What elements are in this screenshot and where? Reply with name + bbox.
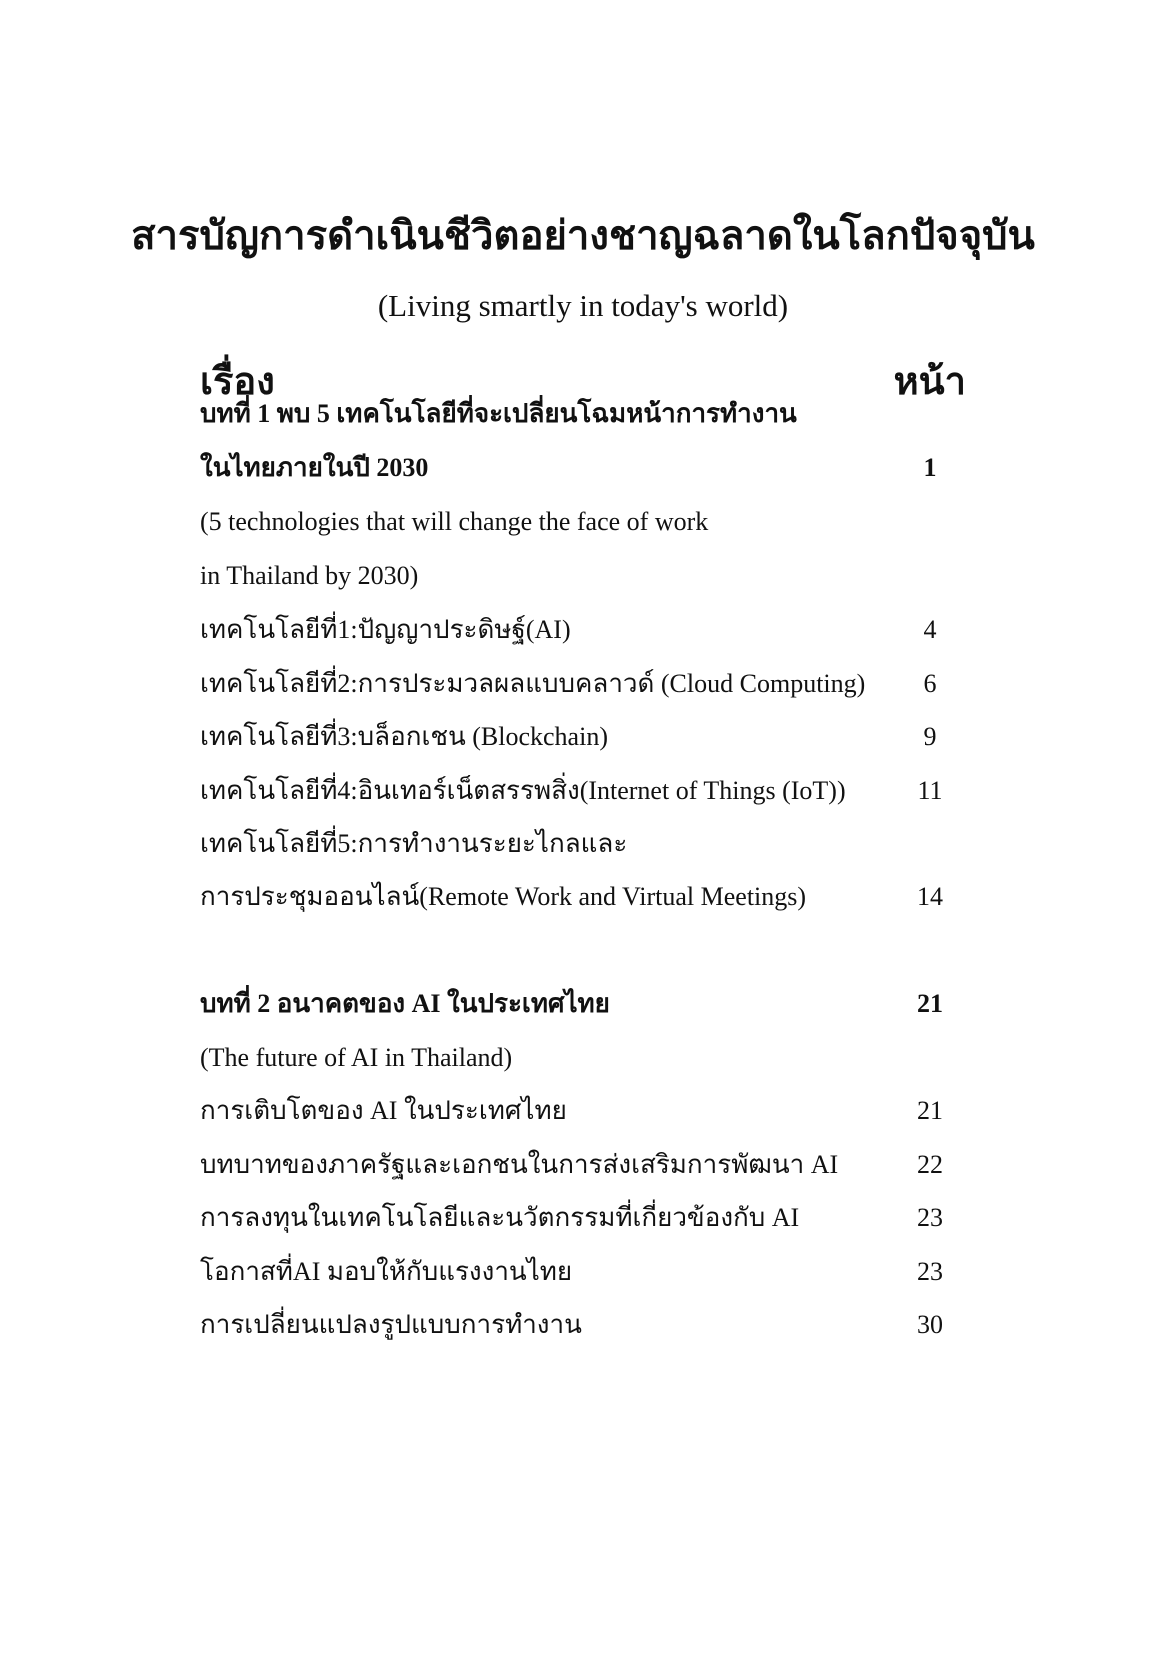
toc-entry-page: 22 [917,1150,943,1179]
toc-entry-page: 9 [923,722,937,751]
toc-entry-text: เทคโนโลยีที่4:อินเทอร์เน็ตสรรพสิ่ง(Internet of Things (IoT)) [200,776,846,805]
toc-entry-text: การประชุมออนไลน์(Remote Work and Virtual Meetings) [200,882,807,911]
toc-entry [200,1087,960,1135]
toc-entry-page: 11 [917,776,943,805]
toc-entry [200,1248,960,1296]
document-subtitle: (Living smartly in today's world) [377,288,789,323]
toc-entry [200,1194,960,1242]
chapter1-title-line1 [200,390,960,438]
chapter1-en-line2 [200,552,960,600]
toc-entry [200,767,960,815]
toc-entry-text: เทคโนโลยีที่1:ปัญญาประดิษฐ์(AI) [200,615,571,644]
toc-entry-text: การลงทุนในเทคโนโลยีและนวัตกรรมที่เกี่ยวข้องกับ AI [200,1203,800,1232]
chapter1-title-text1: บทที่ 1 พบ 5 เทคโนโลยีที่จะเปลี่ยนโฉมหน้าการทำงาน [200,399,797,428]
toc-entry-page: 23 [917,1203,943,1232]
chapter1-page: 1 [923,453,937,482]
chapter2-en-line [200,1034,960,1082]
toc-entry [200,1301,960,1349]
chapter1-en-text2: in Thailand by 2030) [200,561,419,590]
chapter2-page: 21 [917,989,943,1018]
chapter2-title-text: บทที่ 2 อนาคตของ AI ในประเทศไทย [200,989,610,1018]
toc-entry-page: 21 [917,1096,943,1125]
toc-entry [200,873,960,921]
toc-entry-text: การเติบโตของ AI ในประเทศไทย [200,1096,567,1125]
toc-header-page: หน้า [893,361,966,403]
toc-entry-page: 14 [917,882,943,911]
toc-entry [200,606,960,654]
chapter1-title-text2: ในไทยภายในปี 2030 [200,453,429,482]
toc-entry-page: 4 [923,615,937,644]
toc-entry [200,1141,960,1189]
document-title: สารบัญการดำเนินชีวิตอย่างชาญฉลาดในโลกปัจจุบัน [131,213,1035,258]
toc-entry-text: บทบาทของภาครัฐและเอกชนในการส่งเสริมการพัฒนา AI [200,1150,839,1179]
toc-entry-text: เทคโนโลยีที่3:บล็อกเชน (Blockchain) [200,722,608,751]
toc-entry-text: เทคโนโลยีที่5:การทำงานระยะไกลและ [200,829,628,858]
chapter2-title-line [200,980,960,1028]
toc-entry [200,820,960,868]
toc-entry [200,713,960,761]
chapter1-en-line1 [200,498,960,546]
toc-entry-page: 6 [923,669,937,698]
chapter1-en-text1: (5 technologies that will change the face of work [200,507,709,536]
toc-entry [200,660,960,708]
toc-entry-page: 30 [917,1310,943,1339]
toc-entry-text: การเปลี่ยนแปลงรูปแบบการทำงาน [200,1310,582,1339]
toc-entry-text: เทคโนโลยีที่2:การประมวลผลแบบคลาวด์ (Cloud Computing) [200,669,866,698]
toc-entry-text: โอกาสที่AI มอบให้กับแรงงานไทย [200,1257,573,1286]
chapter1-title-line2 [200,444,960,492]
toc-entry-page: 23 [917,1257,943,1286]
chapter2-en-text: (The future of AI in Thailand) [200,1043,513,1072]
toc-header-topic: เรื่อง [200,361,275,403]
